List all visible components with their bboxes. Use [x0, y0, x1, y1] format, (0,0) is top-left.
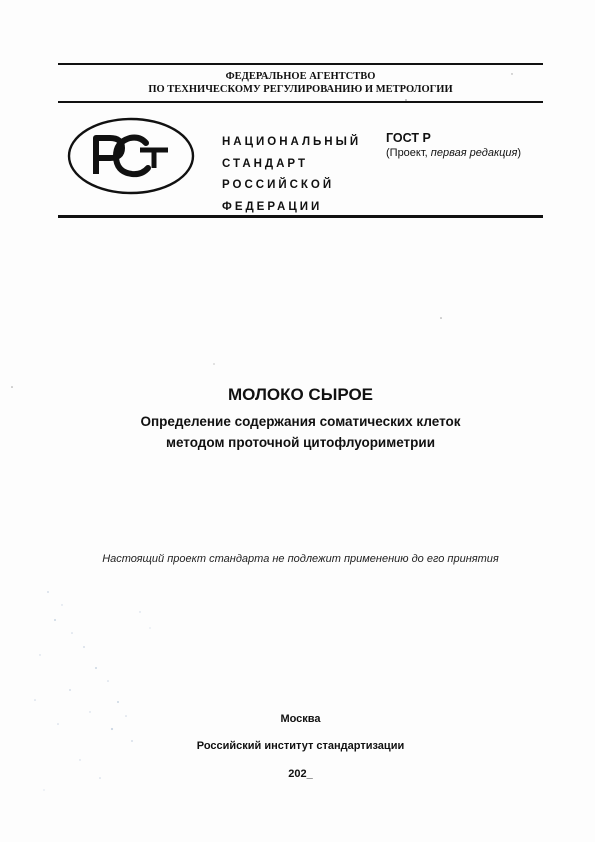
- publication-city: Москва: [280, 713, 321, 725]
- document-title: МОЛОКО СЫРОЕ: [227, 385, 374, 404]
- header-top-rule: [58, 63, 543, 65]
- header-bottom-rule: [58, 215, 543, 218]
- edition-prefix: (Проект,: [386, 147, 431, 159]
- standard-line-3: РОССИЙСКОЙ: [222, 179, 335, 191]
- edition-italic: первая редакция: [430, 147, 518, 159]
- national-standard-label: [222, 132, 361, 218]
- header-middle-rule: [58, 101, 543, 103]
- title-block: [58, 384, 543, 453]
- standard-code: ГОСТ Р: [386, 131, 431, 145]
- standard-line-1: НАЦИОНАЛЬНЫЙ: [222, 136, 362, 148]
- rst-certification-mark-icon: [66, 116, 196, 196]
- agency-header: [58, 70, 543, 96]
- standard-line-4: ФЕДЕРАЦИИ: [222, 200, 323, 213]
- draft-notice: Настоящий проект стандарта не подлежит применению до его принятия: [102, 553, 499, 565]
- agency-line-2: ПО ТЕХНИЧЕСКОМУ РЕГУЛИРОВАНИЮ И МЕТРОЛОГИИ: [148, 84, 453, 95]
- publisher-name: Российский институт стандартизации: [196, 740, 405, 752]
- document-subtitle: [58, 411, 543, 453]
- subtitle-line-1: Определение содержания соматических клеток: [140, 414, 461, 429]
- standard-designation: [386, 131, 521, 160]
- edition-suffix: ): [517, 147, 522, 159]
- publication-year: 202_: [288, 768, 313, 780]
- draft-edition-note: [386, 146, 521, 160]
- agency-line-1: ФЕДЕРАЛЬНОЕ АГЕНТСТВО: [225, 71, 376, 82]
- standard-line-2: СТАНДАРТ: [222, 157, 308, 170]
- subtitle-line-2: методом проточной цитофлуориметрии: [165, 435, 436, 450]
